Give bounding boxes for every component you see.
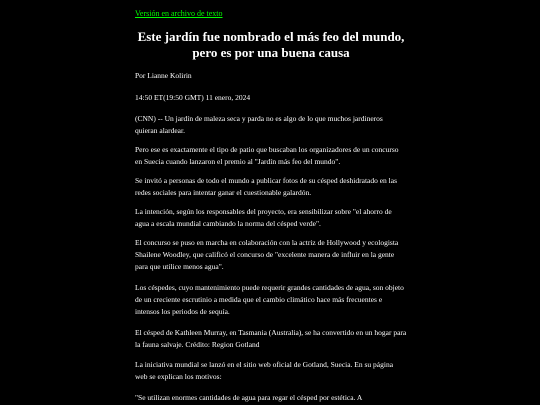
article-paragraph: Se invitó a personas de todo el mundo a publicar fotos de su césped deshidratado en las redes sociales para intentar ganar el cuestionable galardón. [135,176,398,197]
article-paragraph: El concurso se puso en marcha en colaboración con la actriz de Hollywood y ecologista Shailene Woodley, que calificó el concurso de "excelente manera de influir en la gente para que utilice menos agua". [135,238,399,271]
article-paragraph: (CNN) -- Un jardín de maleza seca y parda no es algo de lo que muchos jardineros quieran alardear. [135,114,383,135]
article-paragraph: La intención, según los responsables del proyecto, era sensibilizar sobre "el ahorro de agua a escala mundial cambiando la norma del césped verde". [135,207,392,228]
article-headline: Este jardín fue nombrado el más feo del mundo, pero es por una buena causa [137,29,405,60]
article-timestamp: 14:50 ET(19:50 GMT) 11 enero, 2024 [135,93,251,102]
article-byline: Por Lianne Kolirin [135,71,192,80]
article-paragraph: El césped de Kathleen Murray, en Tasmania (Australia), se ha convertido en un hogar para la fauna salvaje. Crédito: Region Gotland [135,328,407,349]
article-paragraph: "Se utilizan enormes cantidades de agua para regar el césped por estética. A [135,393,363,402]
article-paragraph: Los céspedes, cuyo mantenimiento puede requerir grandes cantidades de agua, son objeto de un creciente escrutinio a medida que el cambio climático hace más frecuentes e intensos los periodos de sequía. [135,283,404,316]
article-paragraph: Pero ese es exactamente el tipo de patio que buscaban los organizadores de un concurso en Suecia cuando lanzaron el premio al "Jardín más feo del mundo". [135,145,399,166]
text-version-link[interactable]: Versión en archivo de texto [135,9,223,18]
article-paragraph: La iniciativa mundial se lanzó en el sitio web oficial de Gotland, Suecia. En su página web se explican los motivos: [135,360,394,381]
